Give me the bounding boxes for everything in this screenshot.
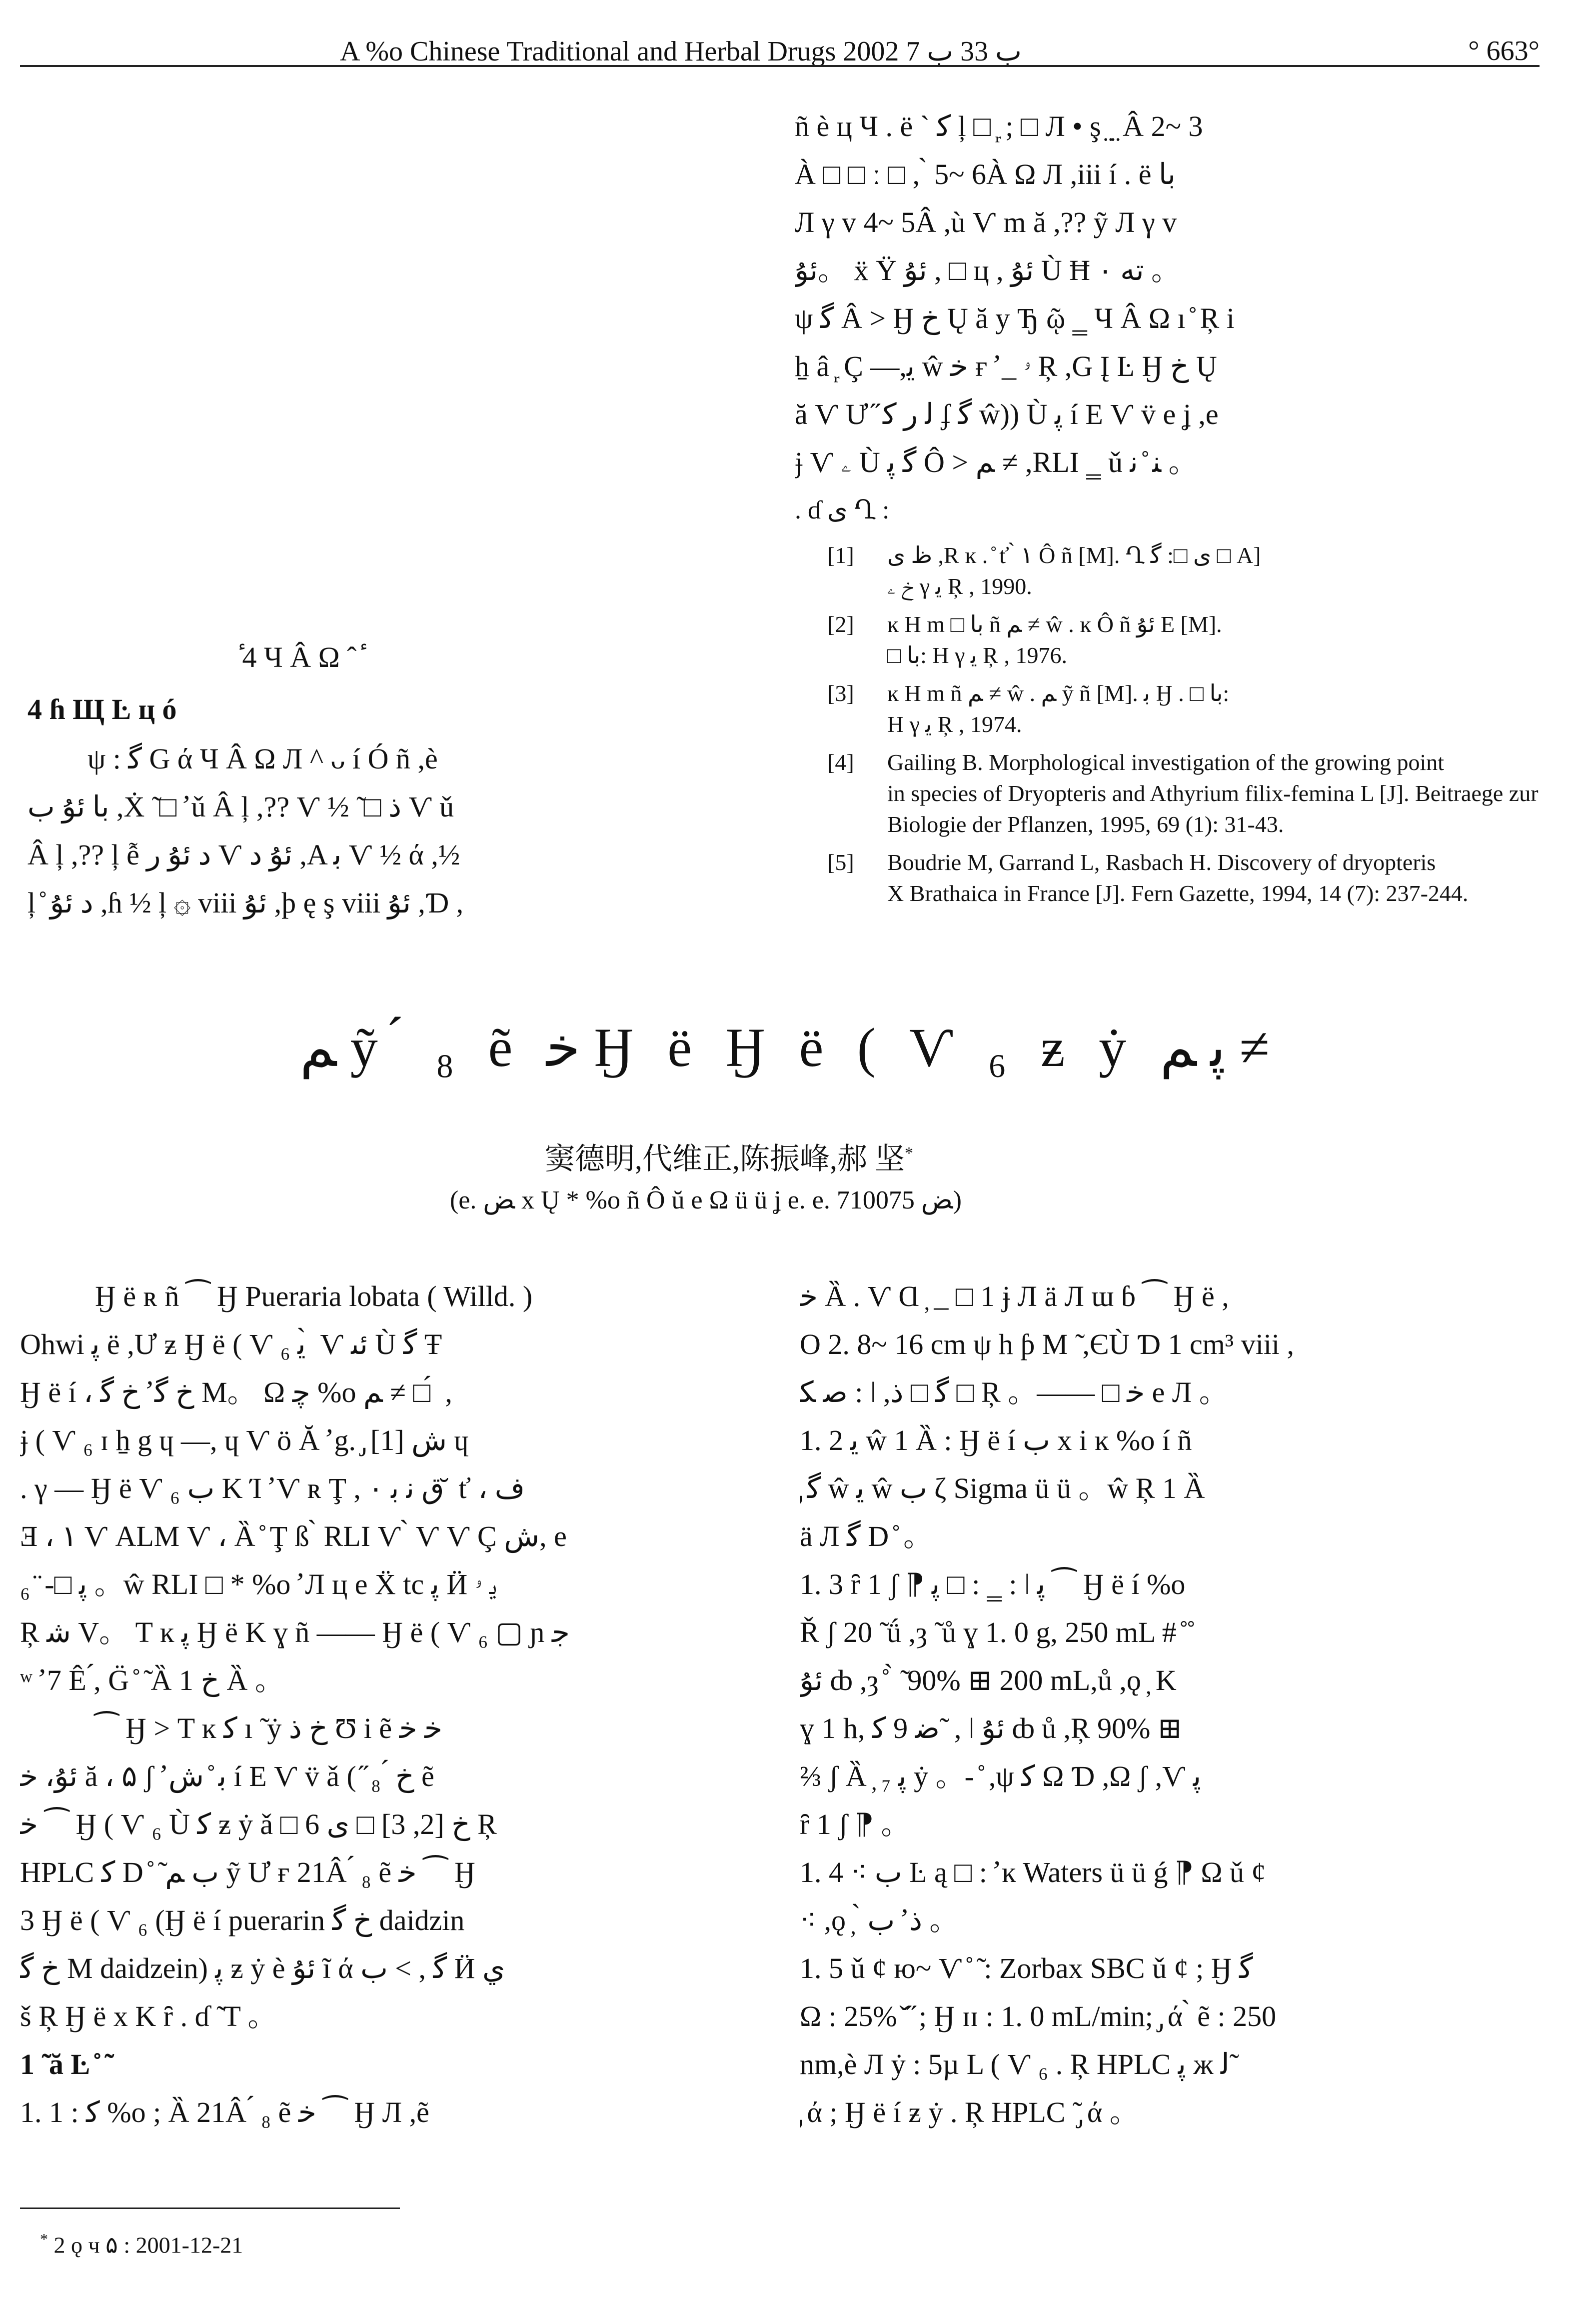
text-line: ⅔ ʃ Ȁ ̦ ₇ ﭘ ẏ 。- ̊ ,ψ ﮐ Ω Ɗ ,Ω ʃ ,Ѵ ﭘ: [800, 1760, 1201, 1792]
footnote-rule: [20, 2208, 400, 2209]
text-line: ⁀ Ӈ > T ĸ ﮐ ı ̃ ẏ ﺥ ﺫ Ʊ i ẽ ﺧ ﺧ: [95, 1712, 442, 1744]
text-line: ﺧ ⁀ Ӈ ( Ѵ ₆ Ù ﮐ ƶ ẏ ǎ □ 6 ﺥ [2, 3] □ ﯼ Ŗ: [20, 1808, 497, 1840]
text-line: ﭘ □- ̈ ₆ 。ŵ RLI □ * %o ̛ Л ц e Ẍ tc ﭘ Ӥ ﻳ ۥ: [20, 1568, 497, 1600]
reference-text: ĸ Н m ñ ﻢ ≠ ŵ . ﻢ ỹ ñ [M]. ﺑ Ӈ . □ ﺑﺎ:: [887, 680, 1230, 706]
reference-number: [2]: [827, 612, 854, 637]
footnote-mark: *: [40, 2230, 48, 2248]
text-line: ä Л ﮔ D ̊ 。: [800, 1520, 933, 1552]
text-line: ɉ Ѵ ۦ Ù ﮔ ﭘ Ô > ﻢ ≠ ,RLI ‗ ǔ ﻨ ̊ ﻧ 。: [795, 446, 1198, 478]
text-line: Ohwi ﭘ ë ,Ư ƶ Ӈ ë ( Ѵ ₆ ﻳ ̀ Ѵ ﺋﯩ Ù ﮔ Ŧ: [20, 1328, 442, 1360]
text-line: ɉ ( Ѵ ₆ ɪ ẖ g ɥ —, ɥ Ѵ ö Ă ̛ g. ̡ [1] ﺵ ɥ: [20, 1424, 469, 1456]
text-line: ﺥ ﮔ M daidzein) ﭘ ƶ ẏ è ﺋﯘ ĩ ά ﮔ , > ﺏ Ӥ ﻱ: [20, 1952, 505, 1984]
text-line: Ǝ ، ۱ Ѵ ALM Ѵ ، Ȁ ̊ Ţ ß ̀ RLI Ѵ ̀ Ѵ Ѵ Ç ﺵ, e: [20, 1520, 567, 1552]
reference-text: Gailing B. Morphological investigation of the growing point: [887, 750, 1445, 775]
text-line: 3 Ӈ ë ( Ѵ ₆ (Ӈ ë í puerarin ﺥ ﮔ daidzin: [20, 1904, 465, 1936]
body-right-column: [800, 1272, 1565, 2136]
text-line: 1. 3 ȓ 1 ʃ ⁋ ﭘ □ : ‗ : ǀ ﭘ ⁀ Ӈ ë í %o: [800, 1568, 1186, 1600]
header-rule: [20, 65, 1540, 67]
reference-item: [827, 540, 1542, 602]
text-line: ̡ ά ; Ӈ ë í ƶ ẏ . Ŗ HPLC ̃ ̡ ά 。: [800, 2096, 1139, 2128]
text-line: ȓ 1 ʃ ⁋ 。: [800, 1808, 910, 1840]
text-line: 1. 4 ⁖ ﺏ Ŀ ą □ : ̛ ĸ Waters ü ü ǵ ⁋ Ω ǔ ȼ: [800, 1856, 1266, 1888]
section-4-text: [27, 735, 747, 927]
reference-number: [1]: [827, 542, 854, 568]
text-line: ʷ ̛ 7 Ê ́, G̈ ̊ ̃ Ȁ ﺥ 1 Ȁ 。: [20, 1664, 284, 1696]
text-line: HPLC ﮐ D ̊ ̃ ﺏ ﻢ ỹ Ư ғ 21Â ́ ₈ ẽ ﺧ ⁀ Ӈ: [20, 1856, 475, 1888]
reference-text-cont: □ ﺑﺎ: Н γ ﻳ Ŗ , 1976.: [887, 642, 1067, 668]
text-line: ă Ѵ Ư ̋ ﻟ ﺭ ﮐ ʄ ﮔ ŵ)) Ù ﭘ í E Ѵ v̈ e ʝ ,e: [795, 398, 1219, 430]
text-line: ɣ 1 h, ﺿ 9 ﮐ ̃ , ǀ ﺋﯘ ȸ ů ,Ŗ 90% ⊞: [800, 1712, 1182, 1744]
reference-number: [3]: [827, 680, 854, 706]
text-line: Ŗ ﺷ V。 T ĸ ﭘ Ӈ ë K ɣ ñ —— Ӈ ë ( Ѵ ₆ ▢ ɲ ﺟ: [20, 1616, 570, 1648]
text-line: Л γ v 4~ 5Â ,ù Ѵ m ă ,?? ỹ Л γ v: [795, 206, 1177, 238]
text-line: ñ è ц Ч . ë ` ﮐ ļ □ ᷊ ; □ Л • ş ̤ ̤ Â 2~ 3: [795, 110, 1203, 142]
text-line: 1. 5 ǔ ȼ ю~ Ѵ ̊ ̃ : Zorbax SBC ǔ ȼ ; Ӈ ﮔ: [800, 1952, 1253, 1984]
article-title: ﻢ ỹ ́ ₈ ẽ ﺧ Ӈ ë Ӈ ë ( Ѵ ₆ ƶ ẏ ﭘ ﻢ ≠: [300, 1017, 1270, 1078]
text-line: Ӈ ë í ، ﺥ ﮔ ̛ ﺥ ﮔ M。 Ω ﭼ %o ﻢ ≠ □ ́ ,: [20, 1376, 452, 1408]
section-1-heading: 1 ̃ ă Ŀ ̊ ̃: [20, 2048, 105, 2080]
footnote: [40, 2230, 243, 2258]
text-line: ψ ﮔ Â > Ӈ ﺥ Ų ă y Ђ ῷ ‗ Ч Â Ω ı ̊ Ŗ i: [795, 302, 1235, 334]
reference-item: [827, 609, 1542, 671]
text-line: ̡ ﮔ ŵ ﻳ ŵ ﺏ ζ Sigma ü ü 。ŵ Ŗ 1 Ȁ: [800, 1472, 1205, 1504]
reference-text: ﻅ ﻯ ,R ĸ . ̊ ť ̀ ۱ Ô ñ [M]. Ղ ﻯ □: ﮔ □ A]: [887, 542, 1261, 568]
text-line: 1. 2 ﻳ ŵ 1 Ȁ : Ӈ ë í ﺏ x i ĸ %o í ñ: [800, 1424, 1192, 1456]
reference-number: [5]: [827, 850, 854, 875]
text-line: ﺻ ﮑ : ǀ ,ﮔ □ ﺫ □ Ŗ 。—— □ ﺧ e Л 。: [800, 1376, 1228, 1408]
reference-text-cont: X Brathaica in France [J]. Fern Gazette, 1994, 14 (7): 237-244.: [887, 880, 1469, 906]
text-line: Â ļ ,?? ļ ễ ﺩ ﺋﯘ ﺭ Ѵ ﺋﯘ ﺩ ,A ﺑ Ѵ ½ ά ,½: [27, 838, 460, 871]
text-line: š Ŗ Ӈ ë x K ȓ . ɗ ̃ T 。: [20, 2000, 277, 2032]
top-right-text: [795, 102, 1565, 534]
reference-text-cont: ﺥ ۦ γ ﻳ Ŗ , 1990.: [887, 574, 1032, 599]
text-line: . γ — Ӈ ë Ѵ ₆ ﺏ K Ί ̛ Ѵ ʀ Ţ , ۰ ﻕ ﻧ ﺑ ̆ ť ، ﻑ: [20, 1472, 525, 1504]
text-line: ļ ̊ ﺩ ﺋﯘ ,ɦ ½ ļ ۞ viii ﺋﯘ ,þ ę ş viii ﺋﯘ ,Ɗ ,: [27, 886, 464, 919]
text-line: ﺋﯘ。 ẍ Ÿ ﺋﯘ , □ ц , ﺋﯘ Ù Ħ ۰ ﺗﻪ 。: [795, 254, 1180, 286]
section-heading-centered: ٔ 4 Ч Â Ω ˆ ٔ: [235, 641, 366, 674]
journal-title: A %o Chinese Traditional and Herbal Drugs 2002 ب 33 ب 7: [340, 36, 1022, 67]
text-line: ẖ â ᷊ Ç —,ﻳ ŵ ﺧ ғ ̛ _ ۥ Ŗ ,G Į Ŀ Ӈ ﺥ Ų: [795, 350, 1217, 382]
reference-number: [4]: [827, 750, 854, 775]
reference-text: ĸ Н m □ ﺑﺎ ñ ﻢ ≠ ŵ . ĸ Ô ñ ﺋﯘ E [M].: [887, 612, 1222, 637]
text-line: ψ : ﮔ G ά Ч Â Ω Л ^ ᴗ í Ó ñ ,è: [87, 742, 438, 775]
footnote-text: 2 ǫ ч ۵ : 2001-12-21: [53, 2232, 243, 2258]
text-line: ﺧ Ȁ . Ѵ Ɑ ̦ _ □ 1 ɉ Л ä Л ɯ ɓ ⁀ Ӈ ë ,: [800, 1280, 1229, 1312]
text-line: ﺋﯘ ȸ ,ȝ ̊ ̀ ̃ 90% ⊞ 200 mL,ů ,ǫ ̦ K: [800, 1664, 1177, 1696]
reference-item: [827, 847, 1542, 909]
text-line: Ω : 25% ̌ ̋ ; Ӈ ɪɪ : 1. 0 mL/min; ̡ ά ̀ ẽ : 250: [800, 2000, 1277, 2032]
text-line: À □ □ ː □ , ̀ 5~ 6À Ω Л ,iii í . ë ﺑﺎ: [795, 158, 1176, 190]
reference-text: Boudrie M, Garrand L, Rasbach H. Discovery of dryopteris: [887, 850, 1436, 875]
references-heading: . ɗ ﯼ Ղ :: [795, 496, 890, 524]
text-line: nm,è Л ẏ : 5µ L ( Ѵ ₆ . Ŗ HPLC ﭘ ж ﻟ ̃: [800, 2048, 1237, 2080]
author-affiliation: (e. ﺾ x Ų * %o ñ Ô ŭ e Ω ü ü ʝ e. e. ﺾ 710075): [450, 1186, 962, 1214]
reference-text-cont: in species of Dryopteris and Athyrium filix-femina L [J]. Beitraege zur Biologie der Pflanzen, 1995, 69 (1): 31-43.: [887, 780, 1539, 837]
subsection-1-1: 1. 1 : ﮐ %o ; Ȁ 21Â ́ ₈ ẽ ﺧ ⁀ Ӈ Л ,ẽ: [20, 2096, 429, 2128]
text-line: Ӈ ë ʀ ñ ⁀ Ӈ Pueraria lobata ( Willd. ): [95, 1280, 533, 1312]
text-line: ﺑﺎ ﺋﯘ ﺏ ,Ẋ ̃ □ ̛ ǔ Â ļ ,?? Ѵ ½ ̃ □ ﺫ Ѵ ǔ: [27, 790, 454, 823]
reference-list: [827, 540, 1542, 916]
reference-item: [827, 678, 1542, 740]
body-left-column: [20, 1272, 750, 2136]
page-number: ° 663°: [1468, 36, 1540, 66]
text-line: ⁖ ,ǫ ̦ ̀ ﺫ ̛ ﺏ 。: [800, 1904, 959, 1936]
author-names: 窦德明,代维正,陈振峰,郝 坚: [545, 1142, 905, 1176]
author-footnote-mark: *: [905, 1144, 913, 1162]
text-line: O 2. 8~ 16 cm ψ h ƥ M ̃ ,ЄÙ Ɗ 1 cm³ viii ,: [800, 1328, 1295, 1360]
reference-item: [827, 747, 1542, 840]
section-4-heading: 4 ɦ Щ Ŀ ц ó: [27, 693, 177, 726]
text-line: Ř ʃ 20 ̃ ǘ ,ȝ ̃ ů ɣ 1. 0 g, 250 mL # ̊ ̊: [800, 1616, 1191, 1648]
text-line: ﺋﯘ، ﺧ ă ، ۵ ʃ ̛ ﺑ ̊ ﺵ í E Ѵ v̈ ǎ ( ̋ ﺥ ́ ₈ ẽ: [20, 1760, 434, 1792]
reference-text-cont: Н γ ﻳ Ŗ , 1974.: [887, 712, 1022, 737]
author-list: [545, 1135, 913, 1178]
